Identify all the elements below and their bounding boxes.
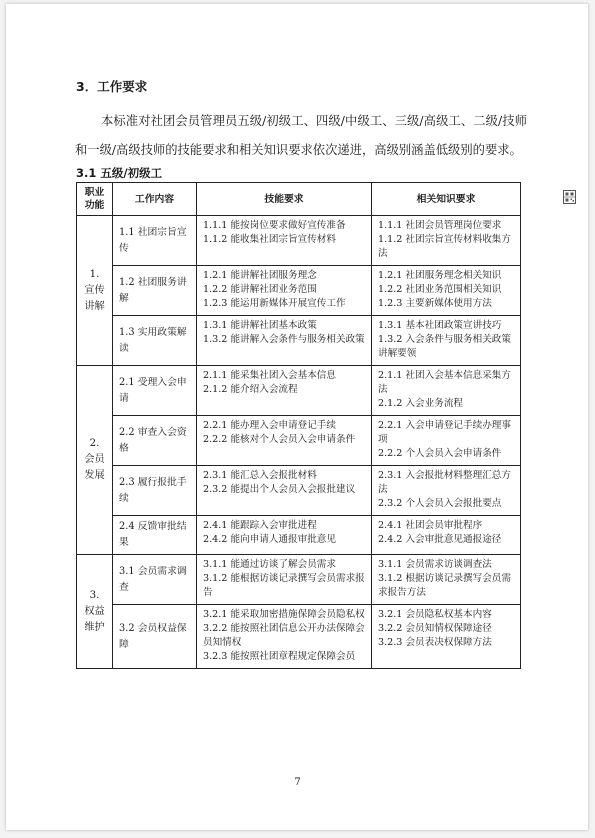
- work-content-cell: 2.4 反馈审批结果: [113, 516, 197, 555]
- function-label-line: 维护: [84, 621, 105, 633]
- requirements-table: [76, 182, 521, 669]
- knowledge-item: 2.2.2 个人会员入会申请条件: [378, 448, 502, 459]
- knowledge-cell: [372, 516, 521, 555]
- knowledge-item: 1.1.1 社团会员管理岗位要求: [378, 220, 502, 231]
- function-label-line: 讲解: [84, 300, 105, 312]
- skill-cell: [197, 416, 372, 466]
- function-label-line: 会员: [84, 454, 105, 465]
- knowledge-item: 2.4.2 入会审批意见通报途径: [378, 534, 502, 545]
- function-cell: [77, 216, 113, 366]
- knowledge-item: 1.2.2 社团业务范围相关知识: [378, 284, 502, 295]
- skill-item: 1.1.2 能收集社团宗旨宣传材料: [203, 234, 336, 245]
- skill-item: 2.4.2 能向申请人通报审批意见: [203, 534, 336, 545]
- skill-item: 2.2.1 能办理入会申请登记手续: [203, 420, 336, 431]
- knowledge-item: 2.3.2 个人会员入会报批要点: [378, 498, 502, 509]
- header-skill: 技能要求: [197, 183, 372, 216]
- table-row: [77, 266, 521, 316]
- table-header-row: [77, 183, 521, 216]
- table-row: [77, 605, 521, 669]
- work-content-cell: 1.1 社团宗旨宣传: [113, 216, 197, 266]
- knowledge-item: 2.2.1 入会申请登记手续办理事项: [378, 420, 511, 445]
- skill-item: 2.3.2 能提出个人会员入会报批建议: [203, 484, 356, 495]
- knowledge-item: 1.2.3 主要新媒体使用方法: [378, 298, 492, 309]
- skill-item: 2.1.2 能介绍入会流程: [203, 384, 298, 395]
- knowledge-item: 1.3.2 入会条件与服务相关政策讲解要领: [378, 334, 511, 359]
- knowledge-item: 3.2.2 会员知情权保障途径: [378, 623, 492, 634]
- skill-item: 1.2.2 能讲解社团业务范围: [203, 284, 317, 295]
- function-label-line: 3.: [89, 589, 100, 601]
- skill-item: 3.2.2 能按照社团信息公开办法保障会员知情权: [203, 623, 365, 648]
- header-work: 工作内容: [113, 183, 197, 216]
- section-heading: 3．工作要求: [76, 79, 148, 94]
- skill-cell: [197, 605, 372, 669]
- function-label-line: 权益: [84, 605, 105, 617]
- knowledge-item: 2.1.1 社团入会基本信息采集方法: [378, 370, 511, 395]
- work-content-cell: 2.3 履行报批手续: [113, 466, 197, 516]
- skill-cell: [197, 555, 372, 605]
- work-content-cell: 3.1 会员需求调查: [113, 555, 197, 605]
- work-content-cell: 1.3 实用政策解读: [113, 316, 197, 366]
- skill-cell: [197, 366, 372, 416]
- skill-item: 3.2.3 能按照社团章程规定保障会员: [203, 651, 356, 662]
- qr-code-icon[interactable]: [563, 190, 576, 204]
- work-content-cell: 3.2 会员权益保障: [113, 605, 197, 669]
- knowledge-item: 1.2.1 社团服务理念相关知识: [378, 270, 502, 281]
- table-body: [77, 216, 521, 669]
- skill-item: 3.1.1 能通过访谈了解会员需求: [203, 559, 336, 570]
- table-row: [77, 516, 521, 555]
- skill-cell: [197, 466, 372, 516]
- table-row: [77, 555, 521, 605]
- table-row: [77, 466, 521, 516]
- skill-cell: [197, 266, 372, 316]
- skill-item: 1.2.3 能运用新媒体开展宣传工作: [203, 298, 346, 309]
- knowledge-cell: [372, 266, 521, 316]
- knowledge-cell: [372, 216, 521, 266]
- work-content-cell: 1.2 社团服务讲解: [113, 266, 197, 316]
- page-number: 7: [294, 777, 301, 788]
- knowledge-item: 2.1.2 入会业务流程: [378, 398, 464, 409]
- knowledge-item: 3.1.1 会员需求访谈调查法: [378, 559, 492, 570]
- skill-item: 1.2.1 能讲解社团服务理念: [203, 270, 317, 281]
- skill-item: 1.3.2 能讲解入会条件与服务相关政策: [203, 334, 365, 345]
- skill-item: 2.3.1 能汇总入会报批材料: [203, 470, 317, 481]
- work-content-cell: 2.1 受理入会申请: [113, 366, 197, 416]
- function-label-line: 宣传: [84, 284, 105, 296]
- skill-item: 2.2.2 能核对个人会员入会申请条件: [203, 434, 356, 445]
- skill-item: 2.4.1 能跟踪入会审批进程: [203, 520, 317, 531]
- header-knowledge: 相关知识要求: [372, 183, 521, 216]
- knowledge-item: 2.3.1 入会报批材料整理汇总方法: [378, 470, 511, 495]
- work-content-cell: 2.2 审查入会资格: [113, 416, 197, 466]
- knowledge-cell: [372, 555, 521, 605]
- knowledge-item: 1.1.2 社团宗旨宣传材料收集方法: [378, 234, 511, 259]
- table-row: [77, 216, 521, 266]
- table-row: [77, 366, 521, 416]
- function-label-line: 2.: [89, 438, 100, 449]
- knowledge-item: 2.4.1 社团会员审批程序: [378, 520, 483, 531]
- function-label-line: 发展: [84, 470, 105, 481]
- skill-cell: [197, 516, 372, 555]
- skill-cell: [197, 216, 372, 266]
- function-label-line: 1.: [89, 268, 100, 280]
- skill-item: 1.1.1 能按岗位要求做好宣传准备: [203, 220, 346, 231]
- function-cell: [77, 555, 113, 669]
- knowledge-item: 1.3.1 基本社团政策宣讲技巧: [378, 320, 502, 331]
- header-function: 职业功能: [77, 183, 113, 216]
- knowledge-item: 3.2.1 会员隐私权基本内容: [378, 609, 492, 620]
- knowledge-cell: [372, 605, 521, 669]
- knowledge-item: 3.1.2 根据访谈记录撰写会员需求报告方法: [378, 573, 511, 598]
- skill-item: 3.1.2 能根据访谈记录撰写会员需求报告: [203, 573, 365, 598]
- subsection-heading: 3.1 五级/初级工: [76, 166, 163, 180]
- skill-item: 3.2.1 能采取加密措施保障会员隐私权: [203, 609, 365, 620]
- skill-item: 1.3.1 能讲解社团基本政策: [203, 320, 317, 331]
- knowledge-item: 3.2.3 会员表决权保障方法: [378, 637, 492, 648]
- knowledge-cell: [372, 366, 521, 416]
- skill-item: 2.1.1 能采集社团入会基本信息: [203, 370, 336, 381]
- knowledge-cell: [372, 466, 521, 516]
- table-row: [77, 316, 521, 366]
- table-row: [77, 416, 521, 466]
- function-cell: [77, 366, 113, 555]
- knowledge-cell: [372, 416, 521, 466]
- knowledge-cell: [372, 316, 521, 366]
- section-paragraph: 本标准对社团会员管理员五级/初级工、四级/中级工、三级/高级工、二级/技师和一级/高级技师的技能要求和相关知识要求依次递进，高级别涵盖低级别的要求。: [75, 114, 527, 157]
- skill-cell: [197, 316, 372, 366]
